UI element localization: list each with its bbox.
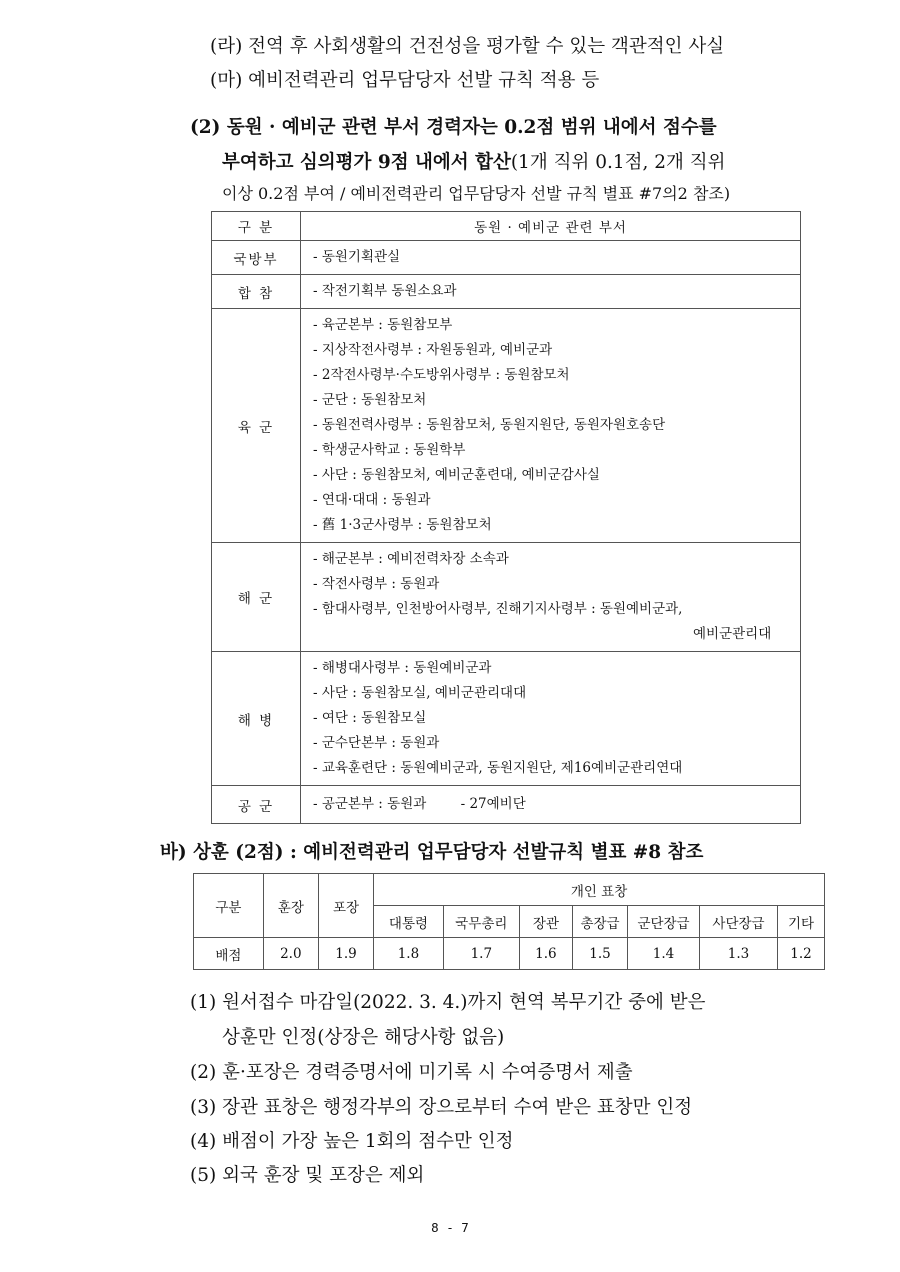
page-number: 8 - 7 bbox=[431, 1220, 469, 1235]
section2-line1: (2) 동원 · 예비군 관련 부서 경력자는 0.2점 범위 내에서 점수를 bbox=[190, 117, 717, 138]
section2-line3: 이상 0.2점 부여 / 예비전력관리 업무담당자 선발 규칙 별표 #7의2 참조) bbox=[222, 184, 731, 203]
award-head-decoration: 포장 bbox=[318, 874, 373, 938]
award-score: 1.9 bbox=[318, 938, 373, 970]
unit-item: - 연대·대대 : 동원과 bbox=[313, 492, 431, 508]
dept-row-army bbox=[212, 309, 801, 543]
award-col-chief: 총장급 bbox=[572, 906, 627, 938]
unit-item: - 육군본부 : 동원참모부 bbox=[313, 317, 453, 333]
unit-item: - 작전사령부 : 동원과 bbox=[313, 576, 440, 592]
unit-item: - 여단 : 동원참모실 bbox=[313, 710, 427, 726]
section2-line2-bold: 부여하고 심의평가 9점 내에서 합산 bbox=[222, 152, 511, 173]
dept-row-navy bbox=[212, 543, 801, 652]
award-table bbox=[193, 873, 825, 970]
dept-table-header bbox=[212, 212, 801, 241]
section2-line2 bbox=[222, 148, 726, 174]
award-col-other: 기타 bbox=[778, 906, 825, 938]
note-2: (2) 훈·포장은 경력증명서에 미기록 시 수여증명서 제출 bbox=[190, 1062, 633, 1083]
award-score: 1.6 bbox=[519, 938, 572, 970]
award-col-corps: 군단장급 bbox=[628, 906, 700, 938]
note-1-line1: (1) 원서접수 마감일(2022. 3. 4.)까지 현역 복무기간 중에 받은 bbox=[190, 992, 706, 1013]
award-head-personal: 개인 표창 bbox=[374, 874, 825, 906]
row-category: 공 군 bbox=[212, 786, 301, 824]
award-score: 1.2 bbox=[778, 938, 825, 970]
section2-line2-normal: (1개 직위 0.1점, 2개 직위 bbox=[510, 152, 726, 173]
row-category: 합 참 bbox=[212, 275, 301, 309]
award-score: 2.0 bbox=[263, 938, 318, 970]
award-score: 1.3 bbox=[699, 938, 777, 970]
row-category: 육 군 bbox=[212, 309, 301, 543]
note-3: (3) 장관 표창은 행정각부의 장으로부터 수여 받은 표창만 인정 bbox=[190, 1097, 693, 1118]
award-head-row1 bbox=[194, 874, 825, 906]
award-score: 1.8 bbox=[374, 938, 444, 970]
award-col-division: 사단장급 bbox=[699, 906, 777, 938]
unit-item: - 사단 : 동원참모처, 예비군훈련대, 예비군감사실 bbox=[313, 467, 600, 483]
award-head-medal: 훈장 bbox=[263, 874, 318, 938]
unit-item: - 해군본부 : 예비전력차장 소속과 bbox=[313, 551, 509, 567]
header-category: 구 분 bbox=[212, 212, 301, 241]
unit-item: - 함대사령부, 인천방어사령부, 진해기지사령부 : 동원예비군과, bbox=[313, 601, 683, 617]
dept-row-marines bbox=[212, 652, 801, 786]
award-score-row bbox=[194, 938, 825, 970]
unit-item-continuation: 예비군관리대 bbox=[693, 626, 772, 642]
unit-item: - 舊 1·3군사령부 : 동원참모처 bbox=[313, 517, 492, 533]
header-units: 동원 · 예비군 관련 부서 bbox=[301, 212, 801, 241]
award-head-category: 구분 bbox=[194, 874, 264, 938]
note-1-line2: 상훈만 인정(상장은 해당사항 없음) bbox=[222, 1027, 505, 1048]
award-col-minister: 장관 bbox=[519, 906, 572, 938]
section-ba-title: 바) 상훈 (2점) : 예비전력관리 업무담당자 선발규칙 별표 #8 참조 bbox=[160, 842, 704, 863]
note-5: (5) 외국 훈장 및 포장은 제외 bbox=[190, 1165, 425, 1186]
unit-item: - 지상작전사령부 : 자원동원과, 예비군과 bbox=[313, 342, 553, 358]
unit-item: - 학생군사학교 : 동원학부 bbox=[313, 442, 466, 458]
award-score: 1.5 bbox=[572, 938, 627, 970]
unit-item: - 공군본부 : 동원과 - 27예비단 bbox=[313, 796, 526, 812]
unit-item: - 사단 : 동원참모실, 예비군관리대대 bbox=[313, 685, 527, 701]
dept-row-jcs bbox=[212, 275, 801, 309]
item-ma: (마) 예비전력관리 업무담당자 선발 규칙 적용 등 bbox=[210, 70, 600, 91]
unit-item: - 교육훈련단 : 동원예비군과, 동원지원단, 제16예비군관리연대 bbox=[313, 760, 683, 776]
unit-item: - 군수단본부 : 동원과 bbox=[313, 735, 440, 751]
award-score: 1.4 bbox=[628, 938, 700, 970]
award-col-president: 대통령 bbox=[374, 906, 444, 938]
row-category: 해 병 bbox=[212, 652, 301, 786]
row-category: 국방부 bbox=[212, 241, 301, 275]
unit-item: - 군단 : 동원참모처 bbox=[313, 392, 427, 408]
award-col-pm: 국무총리 bbox=[443, 906, 519, 938]
award-score: 1.7 bbox=[443, 938, 519, 970]
dept-table bbox=[211, 211, 801, 824]
note-4: (4) 배점이 가장 높은 1회의 점수만 인정 bbox=[190, 1131, 514, 1152]
row-category: 해 군 bbox=[212, 543, 301, 652]
award-row-label: 배점 bbox=[194, 938, 264, 970]
item-ra: (라) 전역 후 사회생활의 건전성을 평가할 수 있는 객관적인 사실 bbox=[210, 36, 725, 57]
unit-item: - 2작전사령부·수도방위사령부 : 동원참모처 bbox=[313, 367, 570, 383]
unit-item: - 동원기획관실 bbox=[313, 249, 401, 265]
dept-row-mnd bbox=[212, 241, 801, 275]
unit-item: - 작전기획부 동원소요과 bbox=[313, 283, 457, 299]
dept-row-airforce bbox=[212, 786, 801, 824]
unit-item: - 동원전력사령부 : 동원참모처, 동원지원단, 동원자원호송단 bbox=[313, 417, 666, 433]
unit-item: - 해병대사령부 : 동원예비군과 bbox=[313, 660, 492, 676]
